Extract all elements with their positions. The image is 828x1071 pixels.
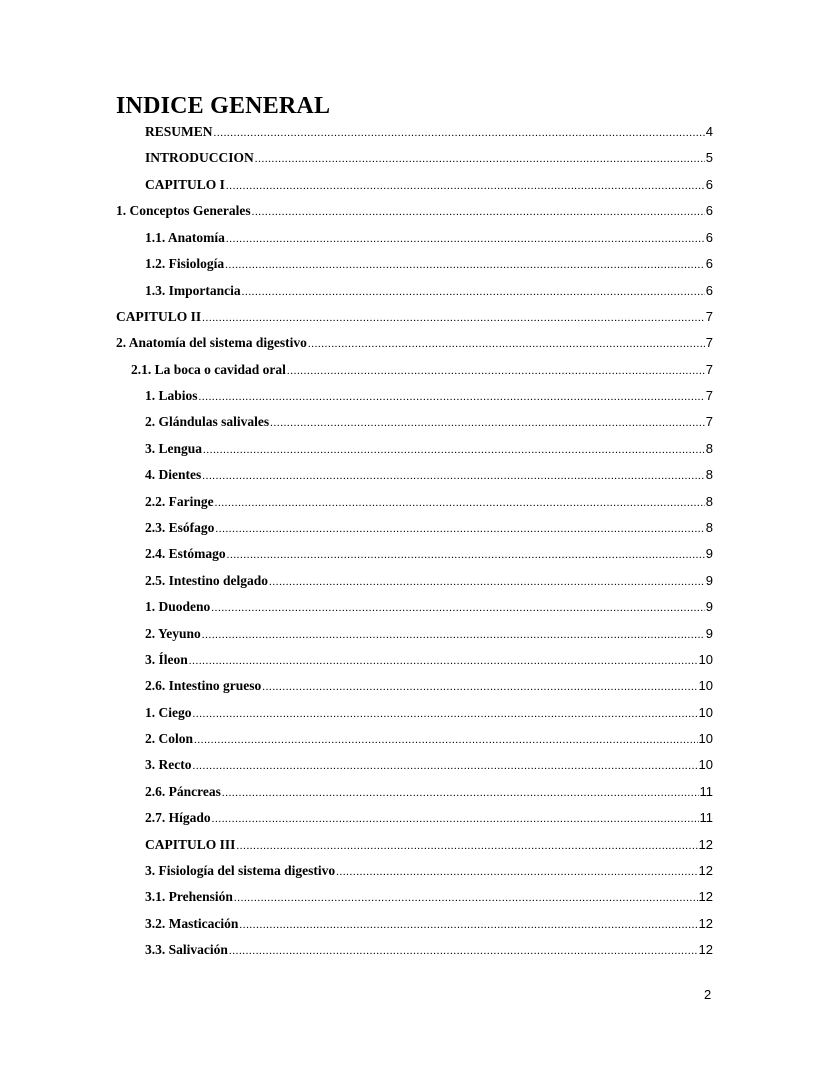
toc-entry-salivacion[interactable]: [145, 941, 713, 959]
toc-entry-label: 1.1. Anatomía: [145, 230, 225, 245]
toc-entry-label: 3. Lengua: [145, 441, 203, 456]
dot-leader: [203, 441, 705, 459]
toc-entry-page: 6: [705, 230, 713, 245]
dot-leader: [211, 599, 705, 617]
toc-entry-page: 12: [698, 837, 713, 852]
toc-entry-label: 2. Glándulas salivales: [145, 414, 270, 429]
dot-leader: [215, 520, 704, 538]
toc-entry-page: 6: [705, 203, 713, 218]
toc-entry-prehension[interactable]: [145, 888, 713, 906]
toc-entry-ciego[interactable]: [145, 704, 713, 722]
dot-leader: [336, 863, 697, 881]
dot-leader: [226, 230, 705, 248]
dot-leader: [199, 388, 705, 406]
toc-entry-fisiologia[interactable]: [145, 255, 713, 273]
dot-leader: [255, 150, 705, 168]
toc-entry-page: 9: [705, 599, 713, 614]
toc-entry-page: 10: [698, 652, 713, 667]
toc-entry-label: 2. Colon: [145, 731, 194, 746]
toc-entry-label: RESUMEN: [145, 124, 213, 139]
dot-leader: [236, 837, 697, 855]
dot-leader: [269, 573, 705, 591]
toc-entry-label: 2. Yeyuno: [145, 626, 201, 641]
toc-entry-masticacion[interactable]: [145, 915, 713, 933]
toc-entry-page: 7: [705, 388, 713, 403]
dot-leader: [222, 784, 699, 802]
toc-entry-page: 12: [698, 942, 713, 957]
toc-entry-page: 9: [705, 546, 713, 561]
toc-entry-page: 9: [705, 573, 713, 588]
toc-entry-label: 2.3. Esófago: [145, 520, 215, 535]
toc-entry-label: CAPITULO I: [145, 177, 225, 192]
dot-leader: [226, 177, 705, 195]
dot-leader: [262, 678, 697, 696]
toc-entry-label: 2.4. Estómago: [145, 546, 226, 561]
toc-entry-label: 3. Recto: [145, 757, 192, 772]
toc-entry-page: 7: [705, 414, 713, 429]
toc-entry-label: 2.2. Faringe: [145, 494, 214, 509]
toc-entry-intestino-grueso[interactable]: [145, 677, 713, 695]
dot-leader: [225, 256, 705, 274]
dot-leader: [192, 757, 697, 775]
toc-entry-faringe[interactable]: [145, 493, 713, 511]
toc-entry-page: 10: [698, 731, 713, 746]
toc-entry-page: 6: [705, 256, 713, 271]
toc-entry-label: 1.3. Importancia: [145, 283, 241, 298]
toc-entry-boca[interactable]: [131, 361, 713, 379]
dot-leader: [194, 731, 698, 749]
toc-entry-page: 10: [698, 757, 713, 772]
toc-entry-anatomia[interactable]: [145, 229, 713, 247]
toc-entry-page: 8: [705, 467, 713, 482]
toc-entry-page: 9: [705, 626, 713, 641]
toc-entry-introduccion[interactable]: [145, 149, 713, 167]
toc-entry-label: 1.2. Fisiología: [145, 256, 225, 271]
toc-entry-page: 5: [705, 150, 713, 165]
dot-leader: [214, 124, 705, 142]
toc-entry-recto[interactable]: [145, 756, 713, 774]
toc-entry-label: 1. Labios: [145, 388, 198, 403]
toc-entry-anatomia-sistema-digestivo[interactable]: [116, 334, 713, 352]
toc-entry-page: 8: [705, 494, 713, 509]
toc-entry-label: 2.6. Intestino grueso: [145, 678, 262, 693]
dot-leader: [189, 652, 698, 670]
dot-leader: [308, 335, 705, 353]
toc-entry-colon[interactable]: [145, 730, 713, 748]
toc-entry-page: 12: [698, 889, 713, 904]
toc-entry-page: 7: [705, 335, 713, 350]
toc-entry-higado[interactable]: [145, 809, 713, 827]
toc-entry-esofago[interactable]: [145, 519, 713, 537]
toc-entry-label: 3. Íleon: [145, 652, 188, 667]
dot-leader: [287, 362, 705, 380]
toc-entry-capitulo-iii[interactable]: [145, 836, 713, 854]
toc-entry-capitulo-i[interactable]: [145, 176, 713, 194]
dot-leader: [215, 494, 705, 512]
toc-entry-label: 2.1. La boca o cavidad oral: [131, 362, 286, 377]
dot-leader: [193, 705, 698, 723]
toc-entry-label: 2.7. Hígado: [145, 810, 211, 825]
toc-entry-page: 7: [705, 309, 713, 324]
dot-leader: [227, 546, 705, 564]
toc-entry-page: 10: [698, 678, 713, 693]
toc-entry-label: 4. Dientes: [145, 467, 202, 482]
dot-leader: [239, 916, 697, 934]
toc-entry-label: 1. Duodeno: [145, 599, 211, 614]
toc-entry-label: 3.3. Salivación: [145, 942, 228, 957]
toc-entry-page: 7: [705, 362, 713, 377]
dot-leader: [229, 942, 698, 960]
toc-entry-label: 3. Fisiología del sistema digestivo: [145, 863, 336, 878]
dot-leader: [270, 414, 705, 432]
toc-entry-lengua[interactable]: [145, 440, 713, 458]
toc-entry-label: 1. Ciego: [145, 705, 192, 720]
toc-entry-label: CAPITULO II: [116, 309, 202, 324]
toc-entry-pancreas[interactable]: [145, 783, 713, 801]
toc-entry-label: 2.6. Páncreas: [145, 784, 221, 799]
toc-entry-fisiologia-sistema-digestivo[interactable]: [145, 862, 713, 880]
toc-entry-page: 11: [699, 784, 713, 799]
toc-entry-label: CAPITULO III: [145, 837, 236, 852]
toc-entry-label: INTRODUCCION: [145, 150, 254, 165]
toc-entry-yeyuno[interactable]: [145, 625, 713, 643]
toc-entry-page: 12: [698, 916, 713, 931]
toc-entry-labios[interactable]: [145, 387, 713, 405]
toc-entry-page: 8: [705, 520, 713, 535]
toc-entry-page: 11: [699, 810, 713, 825]
toc-entry-page: 8: [705, 441, 713, 456]
toc-entry-page: 6: [705, 283, 713, 298]
toc-entry-page: 10: [698, 705, 713, 720]
toc-entry-page: 4: [705, 124, 713, 139]
page-number: 2: [704, 987, 712, 1002]
toc-entry-duodeno[interactable]: [145, 598, 713, 616]
toc-entry-label: 2.5. Intestino delgado: [145, 573, 269, 588]
dot-leader: [234, 889, 698, 907]
toc-entry-label: 1. Conceptos Generales: [116, 203, 251, 218]
toc-entry-label: 2. Anatomía del sistema digestivo: [116, 335, 307, 350]
toc-entry-label: 3.2. Masticación: [145, 916, 239, 931]
dot-leader: [242, 283, 705, 301]
toc-entry-label: 3.1. Prehensión: [145, 889, 233, 904]
toc-entry-intestino-delgado[interactable]: [145, 572, 713, 590]
toc-entry-page: 12: [698, 863, 713, 878]
toc-entry-resumen[interactable]: [145, 123, 713, 141]
dot-leader: [202, 309, 705, 327]
toc-entry-ileon[interactable]: [145, 651, 713, 669]
dot-leader: [212, 810, 699, 828]
toc-entry-capitulo-ii[interactable]: [116, 308, 713, 326]
toc-entry-importancia[interactable]: [145, 282, 713, 300]
dot-leader: [202, 626, 705, 644]
dot-leader: [252, 203, 705, 221]
page-title: INDICE GENERAL: [116, 93, 331, 119]
toc-entry-estomago[interactable]: [145, 545, 713, 563]
toc-entry-page: 6: [705, 177, 713, 192]
dot-leader: [202, 467, 705, 485]
toc-entry-conceptos-generales[interactable]: [116, 202, 713, 220]
toc-entry-dientes[interactable]: [145, 466, 713, 484]
toc-entry-glandulas-salivales[interactable]: [145, 413, 713, 431]
